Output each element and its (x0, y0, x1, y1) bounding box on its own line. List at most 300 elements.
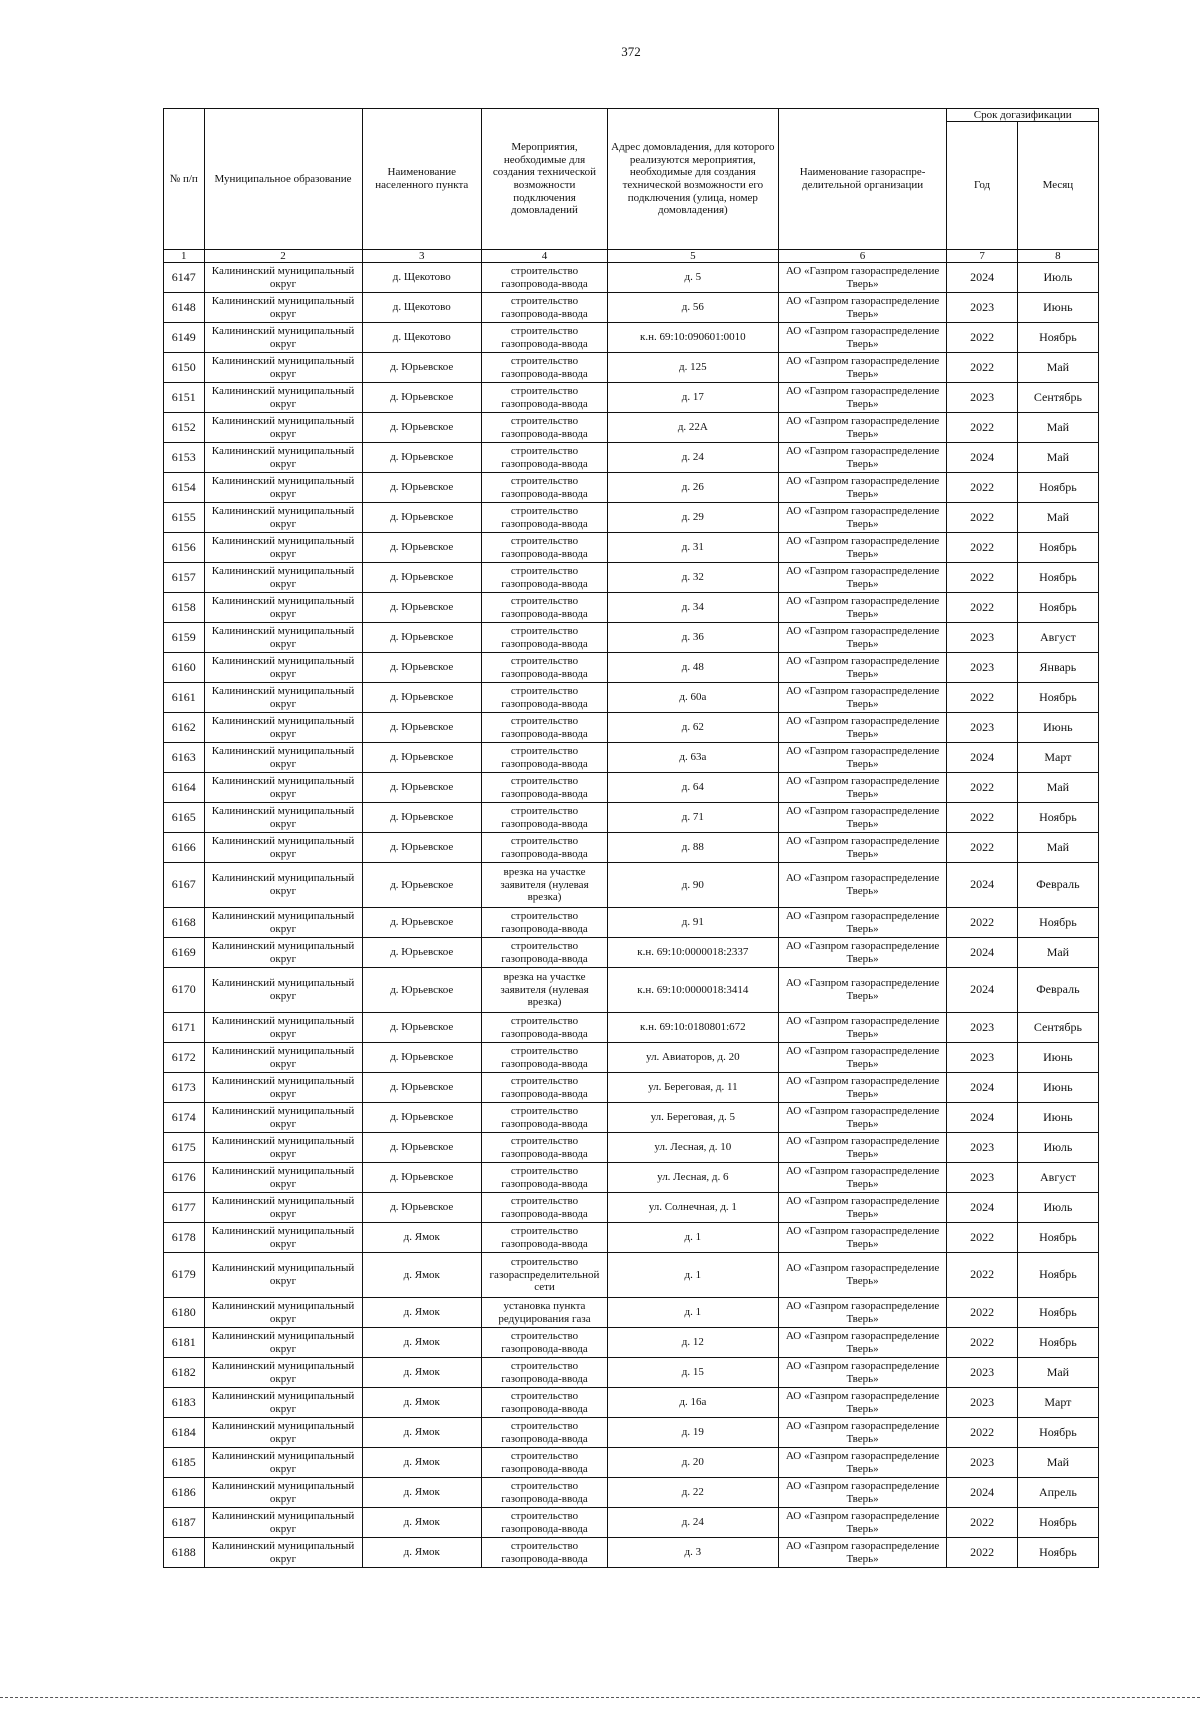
gas-org-cell: АО «Газпром газораспределение Тверь» (778, 1358, 947, 1388)
row-number: 6180 (164, 1298, 205, 1328)
municipality-cell: Калининский муниципальный округ (204, 1358, 362, 1388)
address-cell: д. 125 (607, 353, 778, 383)
table-row (164, 773, 1099, 803)
table-row (164, 1478, 1099, 1508)
month-cell: Ноябрь (1017, 533, 1098, 563)
month-cell: Июнь (1017, 1073, 1098, 1103)
settlement-cell: д. Юрьевское (362, 1013, 482, 1043)
municipality-cell: Калининский муниципальный округ (204, 383, 362, 413)
measure-cell: строительство газопровода-ввода (482, 1508, 608, 1538)
gas-org-cell: АО «Газпром газораспределение Тверь» (778, 743, 947, 773)
row-number: 6178 (164, 1223, 205, 1253)
settlement-cell: д. Щекотово (362, 323, 482, 353)
table-row (164, 413, 1099, 443)
measure-cell: строительство газопровода-ввода (482, 593, 608, 623)
month-cell: Февраль (1017, 863, 1098, 908)
settlement-cell: д. Ямок (362, 1298, 482, 1328)
gas-org-cell: АО «Газпром газораспределение Тверь» (778, 323, 947, 353)
municipality-cell: Калининский муниципальный округ (204, 473, 362, 503)
table-row (164, 1358, 1099, 1388)
year-cell: 2024 (947, 1073, 1017, 1103)
measure-cell: строительство газопровода-ввода (482, 1538, 608, 1568)
year-cell: 2022 (947, 1253, 1017, 1298)
address-cell: ул. Лесная, д. 10 (607, 1133, 778, 1163)
measure-cell: строительство газопровода-ввода (482, 533, 608, 563)
table-body (164, 263, 1099, 1568)
gas-org-cell: АО «Газпром газораспределение Тверь» (778, 908, 947, 938)
row-number: 6175 (164, 1133, 205, 1163)
municipality-cell: Калининский муниципальный округ (204, 803, 362, 833)
municipality-cell: Калининский муниципальный округ (204, 1418, 362, 1448)
municipality-cell: Калининский муниципальный округ (204, 263, 362, 293)
table-row (164, 1298, 1099, 1328)
year-cell: 2023 (947, 1163, 1017, 1193)
measure-cell: строительство газопровода-ввода (482, 413, 608, 443)
table-row (164, 353, 1099, 383)
gas-org-cell: АО «Газпром газораспределение Тверь» (778, 1223, 947, 1253)
municipality-cell: Калининский муниципальный округ (204, 1478, 362, 1508)
settlement-cell: д. Ямок (362, 1388, 482, 1418)
address-cell: д. 24 (607, 443, 778, 473)
row-number: 6174 (164, 1103, 205, 1133)
row-number: 6151 (164, 383, 205, 413)
settlement-cell: д. Щекотово (362, 293, 482, 323)
gas-org-cell: АО «Газпром газораспределение Тверь» (778, 623, 947, 653)
settlement-cell: д. Юрьевское (362, 443, 482, 473)
measure-cell: строительство газопровода-ввода (482, 1328, 608, 1358)
month-cell: Ноябрь (1017, 563, 1098, 593)
settlement-cell: д. Юрьевское (362, 563, 482, 593)
municipality-cell: Калининский муниципальный округ (204, 413, 362, 443)
row-number: 6187 (164, 1508, 205, 1538)
month-cell: Июнь (1017, 1043, 1098, 1073)
table-row (164, 713, 1099, 743)
row-number: 6164 (164, 773, 205, 803)
settlement-cell: д. Юрьевское (362, 503, 482, 533)
address-cell: д. 29 (607, 503, 778, 533)
measure-cell: врезка на участке заявителя (нулевая врезка) (482, 863, 608, 908)
gas-org-cell: АО «Газпром газораспределение Тверь» (778, 503, 947, 533)
settlement-cell: д. Юрьевское (362, 683, 482, 713)
address-cell: д. 64 (607, 773, 778, 803)
address-cell: к.н. 69:10:0180801:672 (607, 1013, 778, 1043)
address-cell: д. 19 (607, 1418, 778, 1448)
gas-org-cell: АО «Газпром газораспределение Тверь» (778, 1193, 947, 1223)
settlement-cell: д. Юрьевское (362, 593, 482, 623)
row-number: 6152 (164, 413, 205, 443)
table-row (164, 593, 1099, 623)
municipality-cell: Калининский муниципальный округ (204, 713, 362, 743)
measure-cell: строительство газопровода-ввода (482, 938, 608, 968)
settlement-cell: д. Юрьевское (362, 1043, 482, 1073)
year-cell: 2022 (947, 773, 1017, 803)
measure-cell: строительство газопровода-ввода (482, 1073, 608, 1103)
column-number: 5 (607, 250, 778, 263)
row-number: 6173 (164, 1073, 205, 1103)
table-row (164, 473, 1099, 503)
gas-org-cell: АО «Газпром газораспределение Тверь» (778, 593, 947, 623)
month-cell: Июль (1017, 1193, 1098, 1223)
table-row (164, 1328, 1099, 1358)
table-row (164, 968, 1099, 1013)
table-row (164, 833, 1099, 863)
address-cell: ул. Береговая, д. 5 (607, 1103, 778, 1133)
gas-org-cell: АО «Газпром газораспределение Тверь» (778, 263, 947, 293)
measure-cell: строительство газопровода-ввода (482, 563, 608, 593)
municipality-cell: Калининский муниципальный округ (204, 533, 362, 563)
measure-cell: строительство газопровода-ввода (482, 383, 608, 413)
table-header (164, 109, 1099, 263)
month-cell: Ноябрь (1017, 1508, 1098, 1538)
address-cell: ул. Авиаторов, д. 20 (607, 1043, 778, 1073)
address-cell: д. 90 (607, 863, 778, 908)
municipality-cell: Калининский муниципальный округ (204, 1013, 362, 1043)
table-row (164, 938, 1099, 968)
settlement-cell: д. Ямок (362, 1478, 482, 1508)
municipality-cell: Калининский муниципальный округ (204, 503, 362, 533)
row-number: 6184 (164, 1418, 205, 1448)
municipality-cell: Калининский муниципальный округ (204, 1298, 362, 1328)
month-cell: Август (1017, 623, 1098, 653)
settlement-cell: д. Ямок (362, 1253, 482, 1298)
row-number: 6155 (164, 503, 205, 533)
header-num: № п/п (164, 109, 205, 250)
municipality-cell: Калининский муниципальный округ (204, 1508, 362, 1538)
municipality-cell: Калининский муниципальный округ (204, 443, 362, 473)
row-number: 6148 (164, 293, 205, 323)
month-cell: Сентябрь (1017, 383, 1098, 413)
settlement-cell: д. Ямок (362, 1508, 482, 1538)
measure-cell: строительство газопровода-ввода (482, 833, 608, 863)
measure-cell: строительство газопровода-ввода (482, 1193, 608, 1223)
month-cell: Май (1017, 773, 1098, 803)
address-cell: д. 36 (607, 623, 778, 653)
measure-cell: строительство газопровода-ввода (482, 353, 608, 383)
year-cell: 2024 (947, 1193, 1017, 1223)
settlement-cell: д. Юрьевское (362, 1193, 482, 1223)
settlement-cell: д. Юрьевское (362, 353, 482, 383)
table-row (164, 623, 1099, 653)
table-row (164, 323, 1099, 353)
row-number: 6170 (164, 968, 205, 1013)
table-row (164, 1223, 1099, 1253)
municipality-cell: Калининский муниципальный округ (204, 623, 362, 653)
year-cell: 2022 (947, 1508, 1017, 1538)
table-row (164, 1508, 1099, 1538)
table-row (164, 563, 1099, 593)
address-cell: д. 5 (607, 263, 778, 293)
measure-cell: строительство газораспределительной сети (482, 1253, 608, 1298)
table-row (164, 683, 1099, 713)
column-number: 2 (204, 250, 362, 263)
measure-cell: строительство газопровода-ввода (482, 743, 608, 773)
table-row (164, 1043, 1099, 1073)
table-row (164, 1013, 1099, 1043)
month-cell: Март (1017, 743, 1098, 773)
column-number: 6 (778, 250, 947, 263)
year-cell: 2022 (947, 1223, 1017, 1253)
address-cell: д. 12 (607, 1328, 778, 1358)
month-cell: Май (1017, 503, 1098, 533)
year-cell: 2022 (947, 683, 1017, 713)
header-settlement: Наименование населенного пункта (362, 109, 482, 250)
settlement-cell: д. Юрьевское (362, 1163, 482, 1193)
municipality-cell: Калининский муниципальный округ (204, 1103, 362, 1133)
month-cell: Май (1017, 938, 1098, 968)
address-cell: д. 88 (607, 833, 778, 863)
gas-org-cell: АО «Газпром газораспределение Тверь» (778, 353, 947, 383)
gas-org-cell: АО «Газпром газораспределение Тверь» (778, 443, 947, 473)
month-cell: Ноябрь (1017, 908, 1098, 938)
settlement-cell: д. Юрьевское (362, 623, 482, 653)
municipality-cell: Калининский муниципальный округ (204, 323, 362, 353)
gas-org-cell: АО «Газпром газораспределение Тверь» (778, 1448, 947, 1478)
settlement-cell: д. Юрьевское (362, 803, 482, 833)
measure-cell: установка пункта редуцирования газа (482, 1298, 608, 1328)
address-cell: д. 91 (607, 908, 778, 938)
gas-org-cell: АО «Газпром газораспределение Тверь» (778, 1253, 947, 1298)
address-cell: д. 32 (607, 563, 778, 593)
row-number: 6158 (164, 593, 205, 623)
address-cell: д. 1 (607, 1223, 778, 1253)
year-cell: 2023 (947, 713, 1017, 743)
municipality-cell: Калининский муниципальный округ (204, 1328, 362, 1358)
year-cell: 2023 (947, 383, 1017, 413)
header-org: Наименование газораспре-делительной организации (778, 109, 947, 250)
measure-cell: строительство газопровода-ввода (482, 908, 608, 938)
municipality-cell: Калининский муниципальный округ (204, 653, 362, 683)
month-cell: Ноябрь (1017, 803, 1098, 833)
gas-org-cell: АО «Газпром газораспределение Тверь» (778, 1508, 947, 1538)
municipality-cell: Калининский муниципальный округ (204, 1193, 362, 1223)
gas-org-cell: АО «Газпром газораспределение Тверь» (778, 833, 947, 863)
year-cell: 2024 (947, 263, 1017, 293)
year-cell: 2024 (947, 938, 1017, 968)
row-number: 6165 (164, 803, 205, 833)
month-cell: Июль (1017, 263, 1098, 293)
year-cell: 2023 (947, 1043, 1017, 1073)
gas-org-cell: АО «Газпром газораспределение Тверь» (778, 1478, 947, 1508)
gas-org-cell: АО «Газпром газораспределение Тверь» (778, 293, 947, 323)
table-row (164, 803, 1099, 833)
measure-cell: строительство газопровода-ввода (482, 443, 608, 473)
month-cell: Ноябрь (1017, 1538, 1098, 1568)
month-cell: Ноябрь (1017, 1298, 1098, 1328)
table-row (164, 263, 1099, 293)
address-cell: ул. Лесная, д. 6 (607, 1163, 778, 1193)
year-cell: 2023 (947, 1388, 1017, 1418)
table-row (164, 533, 1099, 563)
row-number: 6160 (164, 653, 205, 683)
address-cell: д. 1 (607, 1298, 778, 1328)
column-number: 3 (362, 250, 482, 263)
address-cell: д. 63а (607, 743, 778, 773)
month-cell: Май (1017, 1448, 1098, 1478)
address-cell: д. 1 (607, 1253, 778, 1298)
municipality-cell: Калининский муниципальный округ (204, 563, 362, 593)
month-cell: Июнь (1017, 1103, 1098, 1133)
year-cell: 2024 (947, 968, 1017, 1013)
header-municipality: Муниципальное образование (204, 109, 362, 250)
gas-org-cell: АО «Газпром газораспределение Тверь» (778, 563, 947, 593)
table-row (164, 863, 1099, 908)
measure-cell: строительство газопровода-ввода (482, 1448, 608, 1478)
measure-cell: строительство газопровода-ввода (482, 1388, 608, 1418)
settlement-cell: д. Ямок (362, 1538, 482, 1568)
month-cell: Июль (1017, 1133, 1098, 1163)
month-cell: Май (1017, 833, 1098, 863)
table-row (164, 653, 1099, 683)
address-cell: д. 26 (607, 473, 778, 503)
measure-cell: строительство газопровода-ввода (482, 653, 608, 683)
row-number: 6188 (164, 1538, 205, 1568)
address-cell: д. 22А (607, 413, 778, 443)
row-number: 6177 (164, 1193, 205, 1223)
address-cell: д. 3 (607, 1538, 778, 1568)
measure-cell: врезка на участке заявителя (нулевая врезка) (482, 968, 608, 1013)
row-number: 6176 (164, 1163, 205, 1193)
measure-cell: строительство газопровода-ввода (482, 1043, 608, 1073)
year-cell: 2022 (947, 533, 1017, 563)
year-cell: 2022 (947, 563, 1017, 593)
table-row (164, 1448, 1099, 1478)
year-cell: 2022 (947, 1418, 1017, 1448)
table-row (164, 1388, 1099, 1418)
month-cell: Апрель (1017, 1478, 1098, 1508)
row-number: 6159 (164, 623, 205, 653)
address-cell: д. 31 (607, 533, 778, 563)
month-cell: Ноябрь (1017, 683, 1098, 713)
year-cell: 2022 (947, 413, 1017, 443)
gas-org-cell: АО «Газпром газораспределение Тверь» (778, 1043, 947, 1073)
scan-edge-line (0, 1697, 1200, 1698)
gas-org-cell: АО «Газпром газораспределение Тверь» (778, 863, 947, 908)
table-row (164, 1103, 1099, 1133)
gas-org-cell: АО «Газпром газораспределение Тверь» (778, 413, 947, 443)
address-cell: ул. Береговая, д. 11 (607, 1073, 778, 1103)
settlement-cell: д. Юрьевское (362, 863, 482, 908)
settlement-cell: д. Юрьевское (362, 413, 482, 443)
header-address: Адрес домовладения, для которого реализуются мероприятия, необходимые для создания технической возможности его подключения (улица, номер домовладения) (607, 109, 778, 250)
table-row (164, 1133, 1099, 1163)
settlement-cell: д. Ямок (362, 1358, 482, 1388)
row-number: 6147 (164, 263, 205, 293)
settlement-cell: д. Юрьевское (362, 653, 482, 683)
row-number: 6161 (164, 683, 205, 713)
year-cell: 2023 (947, 1448, 1017, 1478)
settlement-cell: д. Ямок (362, 1223, 482, 1253)
table-row (164, 383, 1099, 413)
measure-cell: строительство газопровода-ввода (482, 473, 608, 503)
settlement-cell: д. Юрьевское (362, 383, 482, 413)
row-number: 6157 (164, 563, 205, 593)
municipality-cell: Калининский муниципальный округ (204, 293, 362, 323)
page-number: 372 (621, 44, 641, 59)
address-cell: д. 17 (607, 383, 778, 413)
settlement-cell: д. Юрьевское (362, 473, 482, 503)
header-month: Месяц (1017, 122, 1098, 250)
gas-org-cell: АО «Газпром газораспределение Тверь» (778, 1388, 947, 1418)
address-cell: д. 20 (607, 1448, 778, 1478)
month-cell: Март (1017, 1388, 1098, 1418)
municipality-cell: Калининский муниципальный округ (204, 863, 362, 908)
gas-org-cell: АО «Газпром газораспределение Тверь» (778, 1328, 947, 1358)
address-cell: д. 62 (607, 713, 778, 743)
municipality-cell: Калининский муниципальный округ (204, 938, 362, 968)
month-cell: Ноябрь (1017, 593, 1098, 623)
settlement-cell: д. Ямок (362, 1328, 482, 1358)
row-number: 6179 (164, 1253, 205, 1298)
settlement-cell: д. Щекотово (362, 263, 482, 293)
gas-org-cell: АО «Газпром газораспределение Тверь» (778, 1073, 947, 1103)
settlement-cell: д. Юрьевское (362, 1073, 482, 1103)
year-cell: 2024 (947, 743, 1017, 773)
municipality-cell: Калининский муниципальный округ (204, 353, 362, 383)
measure-cell: строительство газопровода-ввода (482, 803, 608, 833)
municipality-cell: Калининский муниципальный округ (204, 908, 362, 938)
row-number: 6172 (164, 1043, 205, 1073)
year-cell: 2024 (947, 1103, 1017, 1133)
year-cell: 2023 (947, 653, 1017, 683)
year-cell: 2024 (947, 1478, 1017, 1508)
address-cell: к.н. 69:10:0000018:3414 (607, 968, 778, 1013)
gas-org-cell: АО «Газпром газораспределение Тверь» (778, 1013, 947, 1043)
year-cell: 2024 (947, 863, 1017, 908)
row-number: 6153 (164, 443, 205, 473)
gas-org-cell: АО «Газпром газораспределение Тверь» (778, 1418, 947, 1448)
table-row (164, 908, 1099, 938)
settlement-cell: д. Ямок (362, 1418, 482, 1448)
settlement-cell: д. Юрьевское (362, 773, 482, 803)
row-number: 6162 (164, 713, 205, 743)
gas-org-cell: АО «Газпром газораспределение Тверь» (778, 713, 947, 743)
year-cell: 2023 (947, 293, 1017, 323)
address-cell: д. 56 (607, 293, 778, 323)
month-cell: Ноябрь (1017, 1223, 1098, 1253)
year-cell: 2023 (947, 1133, 1017, 1163)
table-row (164, 1538, 1099, 1568)
address-cell: к.н. 69:10:0000018:2337 (607, 938, 778, 968)
settlement-cell: д. Юрьевское (362, 968, 482, 1013)
row-number: 6182 (164, 1358, 205, 1388)
column-number: 8 (1017, 250, 1098, 263)
gas-org-cell: АО «Газпром газораспределение Тверь» (778, 773, 947, 803)
measure-cell: строительство газопровода-ввода (482, 263, 608, 293)
gas-org-cell: АО «Газпром газораспределение Тверь» (778, 683, 947, 713)
municipality-cell: Калининский муниципальный округ (204, 1448, 362, 1478)
gas-org-cell: АО «Газпром газораспределение Тверь» (778, 1298, 947, 1328)
measure-cell: строительство газопровода-ввода (482, 1478, 608, 1508)
municipality-cell: Калининский муниципальный округ (204, 683, 362, 713)
row-number: 6156 (164, 533, 205, 563)
measure-cell: строительство газопровода-ввода (482, 1358, 608, 1388)
measure-cell: строительство газопровода-ввода (482, 1133, 608, 1163)
measure-cell: строительство газопровода-ввода (482, 1103, 608, 1133)
settlement-cell: д. Юрьевское (362, 1133, 482, 1163)
address-cell: д. 16а (607, 1388, 778, 1418)
year-cell: 2024 (947, 443, 1017, 473)
address-cell: ул. Солнечная, д. 1 (607, 1193, 778, 1223)
settlement-cell: д. Юрьевское (362, 713, 482, 743)
address-cell: д. 15 (607, 1358, 778, 1388)
municipality-cell: Калининский муниципальный округ (204, 593, 362, 623)
column-number: 4 (482, 250, 608, 263)
measure-cell: строительство газопровода-ввода (482, 773, 608, 803)
year-cell: 2023 (947, 1013, 1017, 1043)
year-cell: 2022 (947, 1298, 1017, 1328)
month-cell: Ноябрь (1017, 1418, 1098, 1448)
municipality-cell: Калининский муниципальный округ (204, 1538, 362, 1568)
